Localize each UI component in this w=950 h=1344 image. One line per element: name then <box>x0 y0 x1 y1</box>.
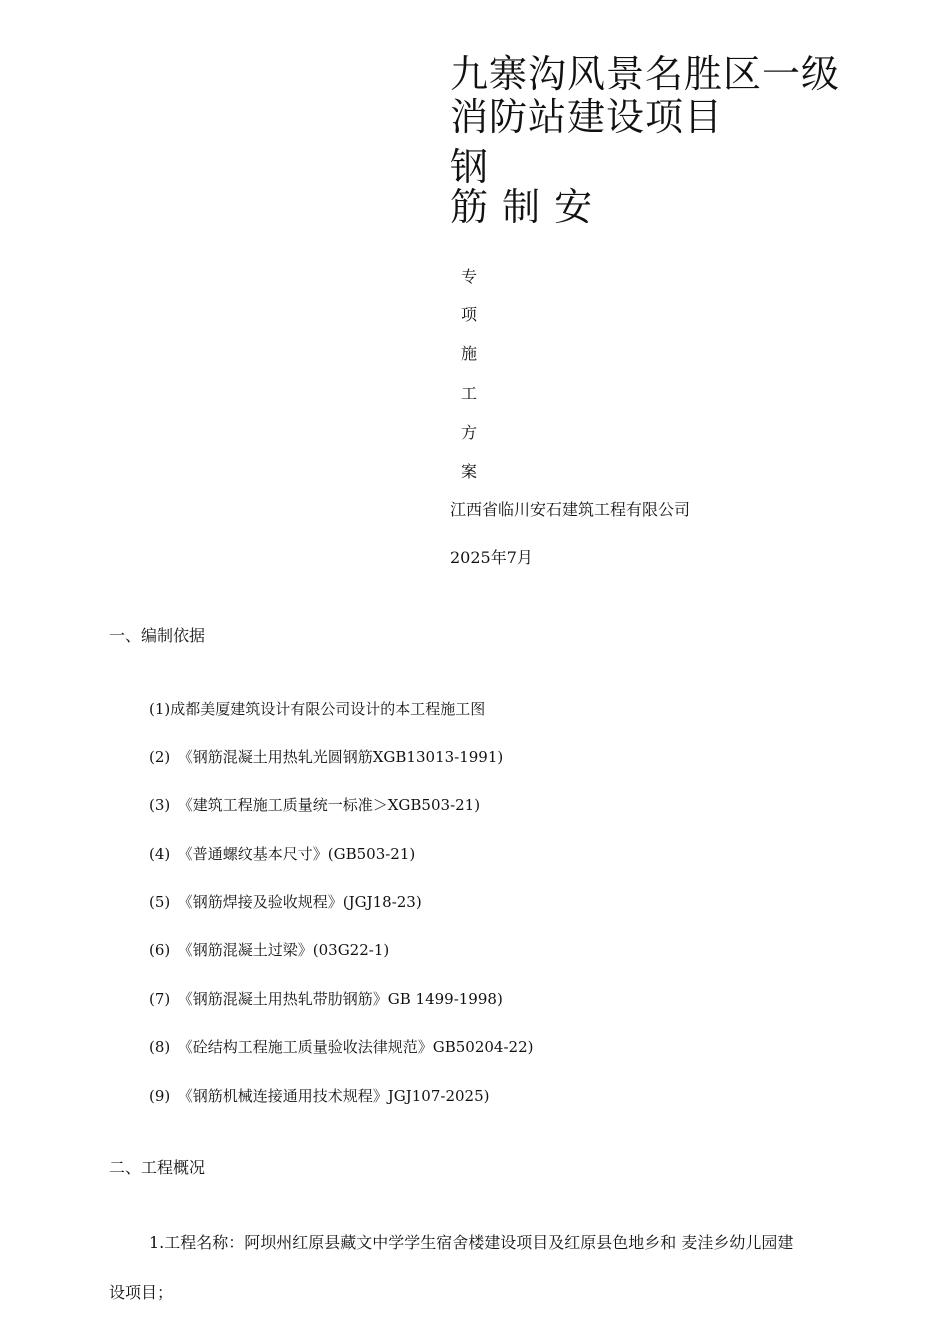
reference-item: (2) 《钢筋混凝土用热轧光圆钢筋XGB13013-1991) <box>149 748 504 766</box>
reference-item: (5) 《钢筋焊接及验收规程》(JGJ18-23) <box>149 893 422 911</box>
cover-title-line-2: 消防站建设项目 <box>450 95 724 139</box>
cover-title-line-3: 钢 <box>450 145 490 189</box>
cover-subtitle-char: 方 <box>461 423 478 442</box>
project-name-line-2: 设项目； <box>109 1283 174 1302</box>
section-heading-overview: 二、工程概况 <box>109 1158 206 1177</box>
section-heading-basis: 一、编制依据 <box>109 626 206 645</box>
reference-item: (8) 《砼结构工程施工质量验收法律规范》GB50204-22) <box>149 1038 534 1056</box>
project-name-line-1: 1.工程名称：阿坝州红原县藏文中学学生宿舍楼建设项目及红原县色地乡和 麦洼乡幼儿园建 <box>149 1233 794 1252</box>
cover-title-line-1: 九寨沟风景名胜区一级 <box>450 52 841 96</box>
reference-item: (3) 《建筑工程施工质量统一标准＞XGB503-21) <box>149 796 481 814</box>
reference-item: (9) 《钢筋机械连接通用技术规程》JGJ107-2025) <box>149 1087 490 1105</box>
reference-item: (4) 《普通螺纹基本尺寸》(GB503-21) <box>149 845 416 863</box>
cover-subtitle-char: 工 <box>461 384 478 403</box>
cover-subtitle-char: 专 <box>461 267 478 286</box>
cover-subtitle-char: 案 <box>461 462 478 481</box>
cover-company: 江西省临川安石建筑工程有限公司 <box>450 500 691 519</box>
reference-item: (1)成都美厦建筑设计有限公司设计的本工程施工图 <box>149 700 486 718</box>
cover-subtitle-char: 施 <box>461 344 478 363</box>
cover-date: 2025年7月 <box>450 548 533 567</box>
cover-subtitle-char: 项 <box>461 305 478 324</box>
reference-item: (6) 《钢筋混凝土过梁》(03G22-1) <box>149 941 390 959</box>
cover-title-line-4: 筋 制 安 <box>450 185 594 229</box>
reference-item: (7) 《钢筋混凝土用热轧带肋钢筋》GB 1499-1998) <box>149 990 503 1008</box>
